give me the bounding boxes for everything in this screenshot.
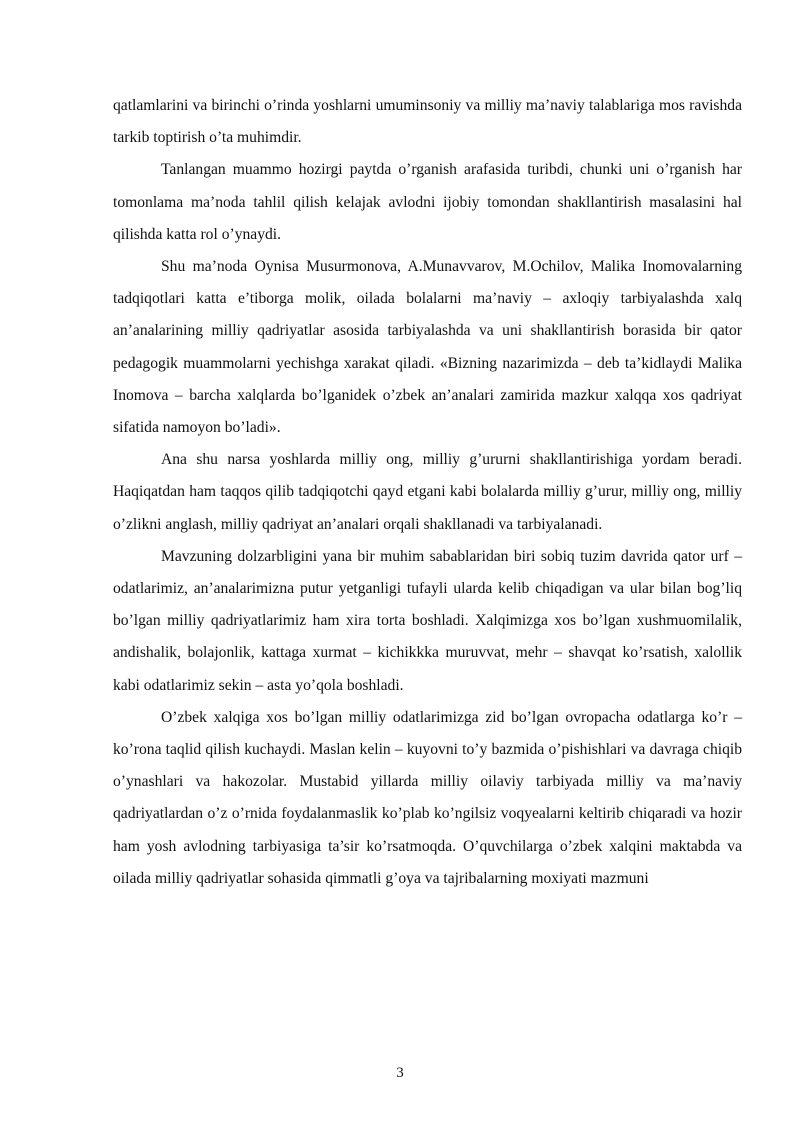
document-page <box>113 90 742 895</box>
paragraph: Tanlangan muammo hozirgi paytda o’rganish arafasida turibdi, chunki uni o’rganish har tomonlama ma’noda tahlil qilish kelajak avlodni ijobiy tomondan shakllantirish masalasini hal qilishda katta rol o’ynaydi. <box>113 161 742 243</box>
paragraph: Mavzuning dolzarbligini yana bir muhim sabablaridan biri sobiq tuzim davrida qator urf – odatlarimiz, an’analarimizna putur yetganligi tufayli ularda kelib chiqadigan va ular bilan bog’liq bo’lgan milliy qadriyatlarimiz ham xira torta boshladi. Xalqimizga xos bo’lgan xushmuomilalik, andishalik, bolajonlik, kattaga xurmat – kichikkka muruvvat, mehr – shavqat ko’rsatish, xalollik kabi odatlarimiz sekin – asta yo’qola boshladi. <box>113 547 742 694</box>
paragraph: Shu ma’noda Oynisa Musurmonova, A.Munavvarov, M.Ochilov, Malika Inomovalarning tadqiqotlari katta e’tiborga molik, oilada bolalarni ma’naviy – axloqiy tarbiyalashda xalq an’analarining milliy qadriyatlar asosida tarbiyalashda va uni shakllantirish borasida bir qator pedagogik muammolarni yechishga xarakat qiladi. «Bizning nazarimizda – deb ta’kidlaydi Malika Inomova – barcha xalqlarda bo’lganidek o’zbek an’analari zamirida mazkur xalqqa xos qadriyat sifatida namoyon bo’ladi». <box>113 258 742 437</box>
page-number: 3 <box>396 1065 404 1081</box>
paragraph: Ana shu narsa yoshlarda milliy ong, milliy g’ururni shakllantirishiga yordam beradi. Haqiqatdan ham taqqos qilib tadqiqotchi qayd etgani kabi bolalarda milliy g’urur, milliy ong, milliy o’zlikni anglash, milliy qadriyat an’analari orqali shakllanadi va tarbiyalanadi. <box>113 451 742 533</box>
paragraph: O’zbek xalqiga xos bo’lgan milliy odatlarimizga zid bo’lgan ovropacha odatlarga ko’r – ko’rona taqlid qilish kuchaydi. Maslan kelin – kuyovni to’y bazmida o’pishishlari va davraga chiqib o’ynashlari va hakozolar. Mustabid yillarda milliy oilaviy tarbiyada milliy va ma’naviy qadriyatlardan o’z o’rnida foydalanmaslik ko’plab ko’ngilsiz voqyealarni keltirib chiqaradi va hozir ham yosh avlodning tarbiyasiga ta’sir ko’rsatmoqda. O’quvchilarga o’zbek xalqini maktabda va oilada milliy qadriyatlar sohasida qimmatli g’oya va tajribalarning moxiyati mazmuni <box>113 708 742 887</box>
paragraph-continued: qatlamlarini va birinchi o’rinda yoshlarni umuminsoniy va milliy ma’naviy talablariga mos ravishda tarkib toptirish o’ta muhimdir. <box>113 97 742 147</box>
